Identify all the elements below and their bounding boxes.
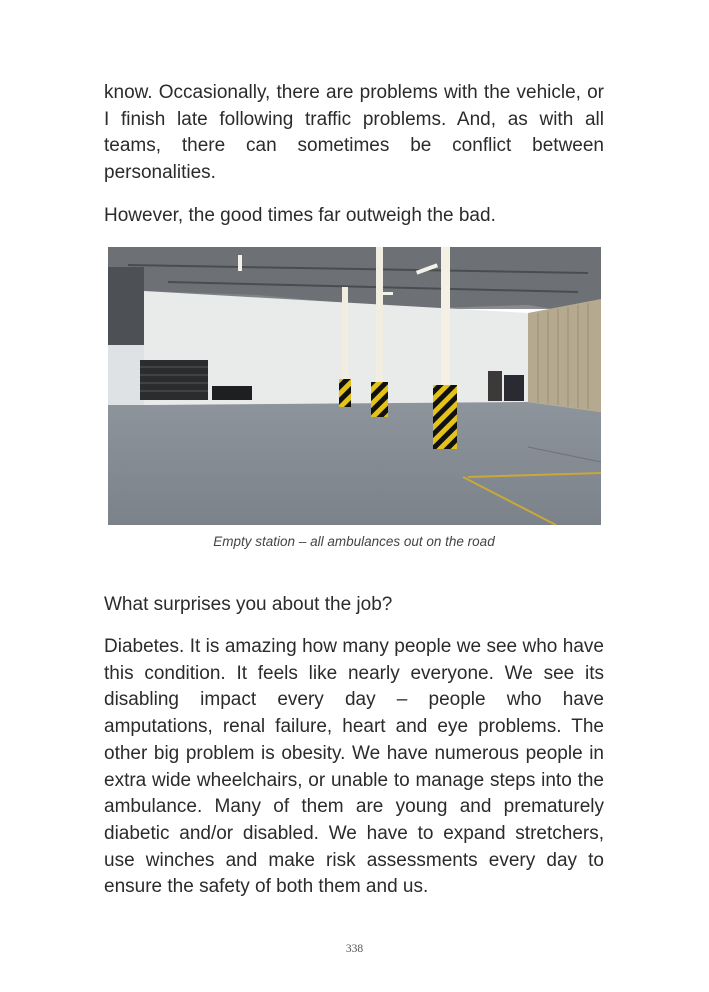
station-photo	[108, 247, 601, 525]
figure-caption: Empty station – all ambulances out on the road	[213, 534, 495, 549]
page-number: 338	[345, 943, 364, 955]
paragraph-diabetes: Diabetes. It is amazing how many people we see who have this condition. It feels like nearly everyone. We see its disabling impact every day – people who have amputations, renal failure, heart and eye problems. The other big problem is obesity. We have numerous people in extra wide wheelchairs, or unable to manage steps into the ambulance. Many of them are young and prematurely diabetic and/or disabled. We have to expand stretchers, use winches and make risk assessments every day to ensure the safety of both them and us.	[104, 636, 604, 898]
paragraph-intro: know. Occasionally, there are problems with the vehicle, or I finish late following traffic problems. And, as with all teams, there can sometimes be conflict between personalities.	[104, 82, 604, 184]
paragraph-good-times: However, the good times far outweigh the bad.	[104, 205, 496, 226]
interview-question: What surprises you about the job?	[104, 594, 393, 615]
